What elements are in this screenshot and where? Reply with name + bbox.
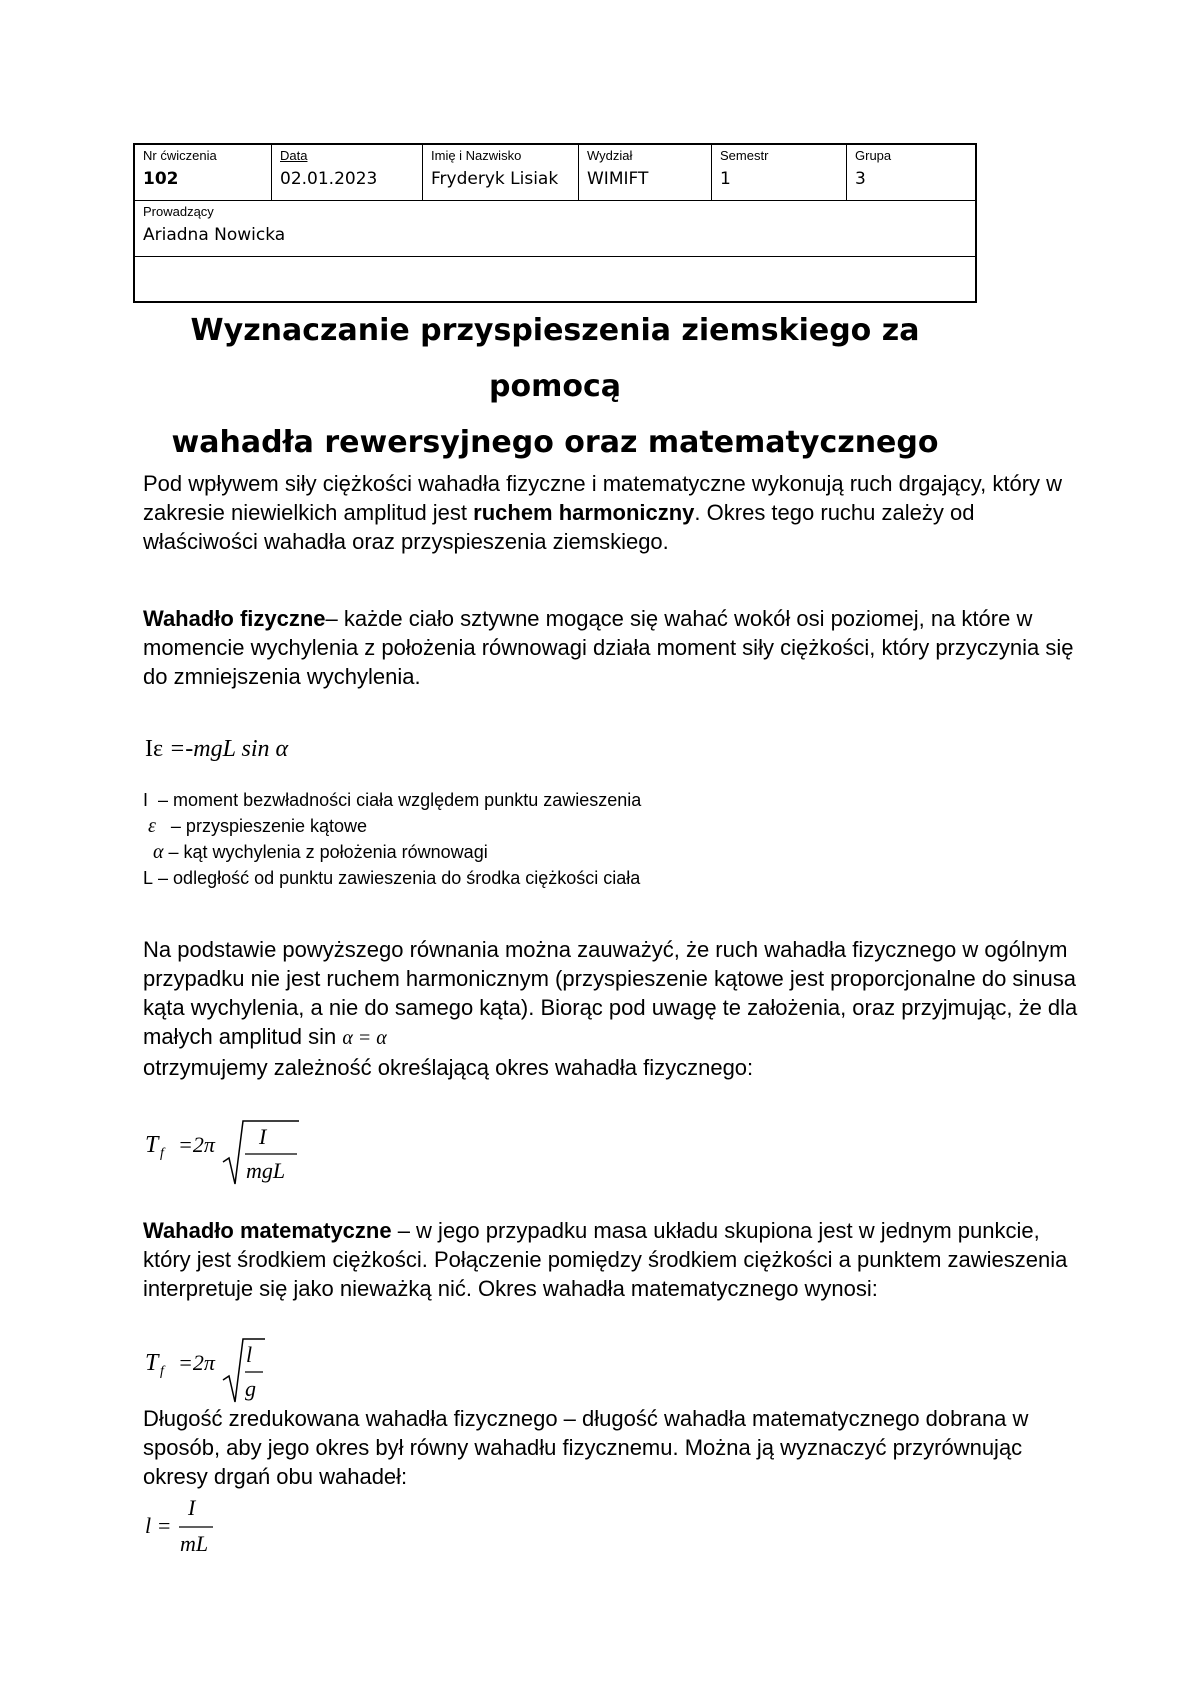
math-pendulum-text: – w jego przypadku masa układu skupiona jest w jednym punkcie, który jest środkiem ciężkości. Połączenie pomiędzy środkiem ciężkości a punktem zawieszenia interpretuje się jako nieważką nić. Okres wahadła matematycznego wynosi:: [143, 1218, 1068, 1301]
equation-moment: [145, 736, 288, 763]
reduced-length-paragraph: [143, 1404, 1083, 1491]
eq3-mid: =2π: [178, 1350, 215, 1375]
date-value: 02.01.2023: [280, 169, 378, 189]
header-table: [133, 143, 977, 303]
cell-exercise-number: [135, 145, 272, 200]
equation-reduced-length: [145, 1495, 235, 1559]
cell-department: [579, 145, 712, 200]
eq4-lhs: l =: [145, 1513, 172, 1538]
legend-text: – kąt wychylenia z położenia równowagi: [168, 842, 488, 862]
legend-text: – moment bezwładności ciała względem punktu zawieszenia: [158, 790, 642, 810]
header-row-empty: [135, 257, 975, 301]
name-label: Imię i Nazwisko: [431, 148, 522, 163]
intro-text-pre: Pod wpływem siły ciężkości wahadła fizyczne i matematyczne wykonują ruch drgający, który w zakresie niewielkich amplitud jest: [143, 471, 1063, 525]
eq2-sub: f: [160, 1146, 164, 1161]
legend-symbol: I: [143, 790, 149, 810]
date-label: Data: [280, 148, 308, 163]
eq3-lhs: T: [145, 1350, 159, 1376]
eq2-denominator: mgL: [246, 1158, 286, 1183]
legend-text: – odległość od punktu zawieszenia do środka ciężkości ciała: [158, 868, 641, 888]
cell-semester: [712, 145, 847, 200]
equation-physical-period: [145, 1118, 305, 1188]
fraction-bar-icon: [179, 1525, 213, 1529]
physical-pendulum-paragraph: [143, 604, 1083, 691]
cell-date: [272, 145, 423, 200]
legend-item: [143, 813, 641, 839]
instructor-value: Ariadna Nowicka: [143, 225, 286, 245]
eq3-sub: f: [160, 1364, 164, 1379]
eq4-numerator: I: [188, 1495, 196, 1520]
legend-item: [143, 865, 641, 891]
legend-text: – przyspieszenie kątowe: [170, 816, 368, 836]
cell-group: [847, 145, 975, 200]
semester-label: Semestr: [720, 148, 769, 163]
sqrt-sign-icon: [221, 1336, 267, 1406]
cell-name: [423, 145, 579, 200]
eq3-denominator: g: [245, 1376, 256, 1401]
math-pendulum-term: Wahadło matematyczne: [143, 1218, 392, 1243]
cell-empty: [135, 257, 975, 301]
physical-pendulum-text: – każde ciało sztywne mogące się wahać wokół osi poziomej, na które w momencie wychylenia z położenia równowagi działa moment siły ciężkości, który przyczynia się do zmniejszenia wychylenia.: [143, 606, 1074, 689]
eq4-denominator: mL: [180, 1531, 209, 1556]
department-value: WIMIFT: [587, 169, 649, 189]
physical-pendulum-term: Wahadło fizyczne: [143, 606, 326, 631]
instructor-label: Prowadzący: [143, 204, 214, 219]
group-value: 3: [855, 169, 866, 189]
exercise-number-label: Nr ćwiczenia: [143, 148, 217, 163]
eq2-mid: =2π: [178, 1132, 215, 1157]
eq1-lhs: Iε: [145, 736, 164, 762]
title-line-1: Wyznaczanie przyspieszenia ziemskiego za pomocą: [190, 313, 920, 404]
analysis-text: Na podstawie powyższego równania można zauważyć, że ruch wahadła fizycznego w ogólnym przypadku nie jest ruchem harmonicznym (przyspieszenie kątowe jest proporcjonalne do sinusa kąta wychylenia, a nie do samego kąta). Biorąc pod uwagę te założenia, oraz przyjmując, że dla małych amplitud sin: [143, 937, 1078, 1049]
eq2-numerator: I: [259, 1124, 267, 1149]
legend-item: [143, 839, 641, 865]
group-label: Grupa: [855, 148, 892, 163]
semester-value: 1: [720, 169, 731, 189]
intro-paragraph: [143, 469, 1083, 556]
legend-symbol: α: [153, 841, 164, 863]
department-label: Wydział: [587, 148, 633, 163]
symbol-legend: [143, 787, 641, 891]
document-title: [133, 303, 977, 471]
eq3-numerator: l: [246, 1342, 253, 1367]
small-angle-approximation: α = α: [342, 1027, 387, 1049]
header-row-1: [135, 145, 975, 201]
intro-text-post: . Okres tego ruchu zależy od właściwości wahadła oraz przyspieszenia ziemskiego.: [143, 500, 975, 554]
reduced-length-text: Długość zredukowana wahadła fizycznego – długość wahadła matematycznego dobrana w sposób, aby jego okres był równy wahadłu fizycznemu. Można ją wyznaczyć przyrównując okresy drgań obu wahadeł:: [143, 1406, 1029, 1489]
legend-symbol: L: [143, 868, 154, 888]
legend-symbol: ε: [148, 815, 156, 837]
header-row-2: [135, 201, 975, 257]
analysis-paragraph: [143, 935, 1083, 1082]
exercise-number-value: 102: [143, 169, 179, 189]
title-line-2: wahadła rewersyjnego oraz matematycznego: [171, 425, 939, 460]
eq2-lhs: T: [145, 1132, 159, 1158]
cell-instructor: [135, 201, 975, 256]
eq1-rhs: =-mgL sin α: [169, 736, 289, 762]
math-pendulum-paragraph: [143, 1216, 1083, 1303]
intro-text-bold: ruchem harmoniczny: [473, 500, 695, 525]
name-value: Fryderyk Lisiak: [431, 169, 559, 189]
analysis-tail: otrzymujemy zależność określającą okres wahadła fizycznego:: [143, 1055, 754, 1080]
equation-math-period: [145, 1336, 265, 1406]
legend-item: [143, 787, 641, 813]
